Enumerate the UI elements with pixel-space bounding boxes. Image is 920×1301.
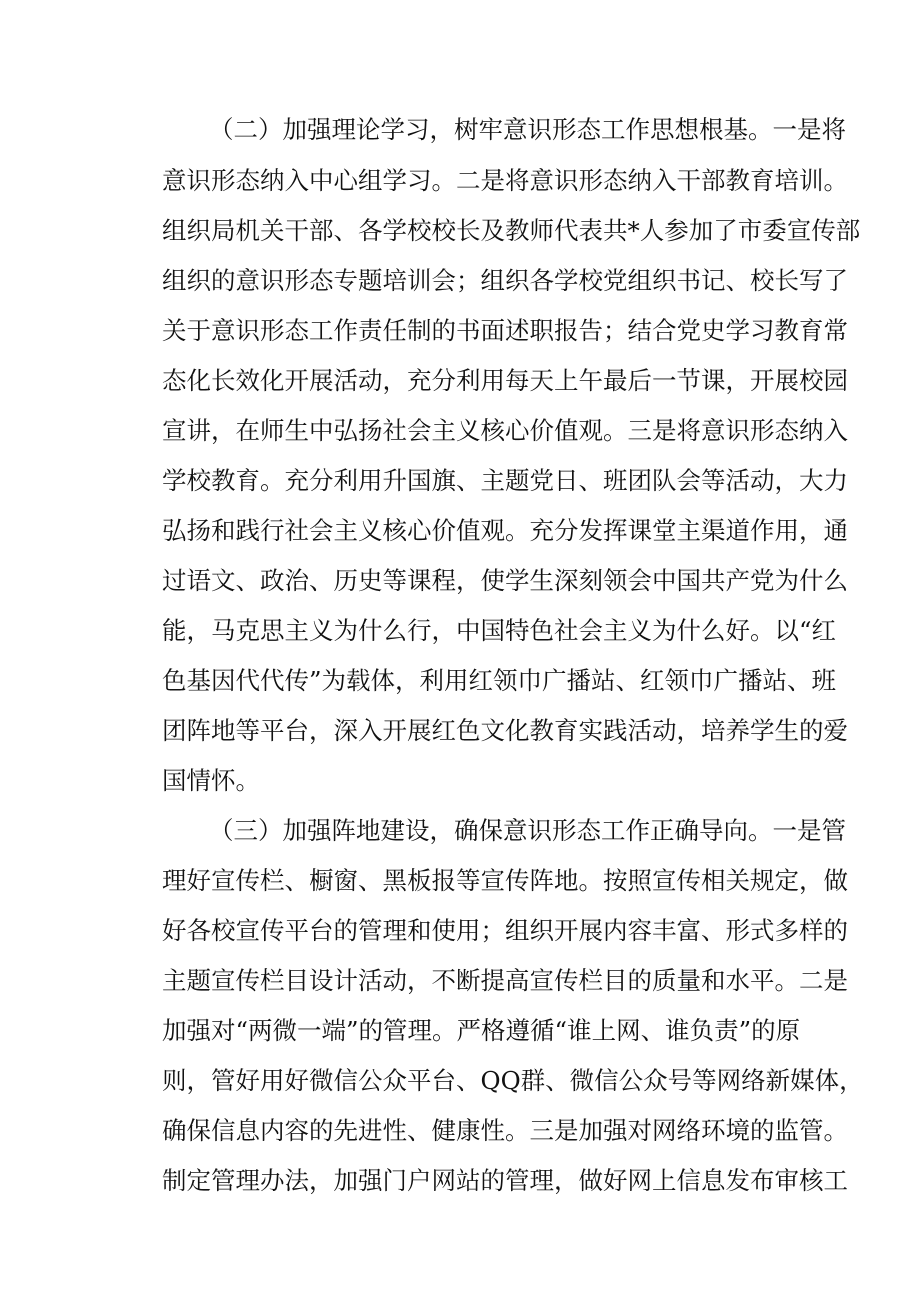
paragraph-1-line-6: 态化长效化开展活动，充分利用每天上午最后一节课，开展校园 xyxy=(162,366,848,395)
paragraph-1-line-13: 团阵地等平台，深入开展红色文化教育实践活动，培养学生的爱 xyxy=(162,716,848,745)
paragraph-2-line-6: 则，管好用好微信公众平台、QQ群、微信公众号等网络新媒体， xyxy=(162,1066,864,1095)
paragraph-1-line-12: 色基因代代传”为载体，利用红领巾广播站、红领巾广播站、班 xyxy=(162,666,837,695)
paragraph-2-line-1: （三）加强阵地建设，确保意识形态工作正确导向。一是管 xyxy=(209,816,846,845)
paragraph-1-line-1: （二）加强理论学习，树牢意识形态工作思想根基。一是将 xyxy=(209,115,846,144)
paragraph-1-line-11: 能，马克思主义为什么行，中国特色社会主义为什么好。以“红 xyxy=(162,616,837,645)
paragraph-2-line-8: 制定管理办法，加强门户网站的管理，做好网上信息发布审核工 xyxy=(162,1166,848,1195)
paragraph-2-line-3: 好各校宣传平台的管理和使用；组织开展内容丰富、形式多样的 xyxy=(162,916,848,945)
paragraph-2-line-7: 确保信息内容的先进性、健康性。三是加强对网络环境的监管。 xyxy=(162,1116,848,1145)
paragraph-2-line-2: 理好宣传栏、橱窗、黑板报等宣传阵地。按照宣传相关规定，做 xyxy=(162,866,848,895)
paragraph-1-line-10: 过语文、政治、历史等课程，使学生深刻领会中国共产党为什么 xyxy=(162,566,848,595)
paragraph-1-line-9: 弘扬和践行社会主义核心价值观。充分发挥课堂主渠道作用，通 xyxy=(162,516,848,545)
paragraph-1-line-7: 宣讲，在师生中弘扬社会主义核心价值观。三是将意识形态纳入 xyxy=(162,416,848,445)
paragraph-2-line-5: 加强对“两微一端”的管理。严格遵循“谁上网、谁负责”的原 xyxy=(162,1016,801,1045)
paragraph-1-line-8: 学校教育。充分利用升国旗、主题党日、班团队会等活动，大力 xyxy=(162,466,848,495)
paragraph-1-line-5: 关于意识形态工作责任制的书面述职报告；结合党史学习教育常 xyxy=(162,316,848,345)
paragraph-1-line-3: 组织局机关干部、各学校校长及教师代表共*人参加了市委宣传部 xyxy=(162,216,861,245)
paragraph-2-line-4: 主题宣传栏目设计活动，不断提高宣传栏目的质量和水平。二是 xyxy=(162,966,848,995)
paragraph-1-line-4: 组织的意识形态专题培训会；组织各学校党组织书记、校长写了 xyxy=(162,266,848,295)
paragraph-1-line-2: 意识形态纳入中心组学习。二是将意识形态纳入干部教育培训。 xyxy=(162,166,848,195)
paragraph-1-line-14: 国情怀。 xyxy=(162,766,260,795)
